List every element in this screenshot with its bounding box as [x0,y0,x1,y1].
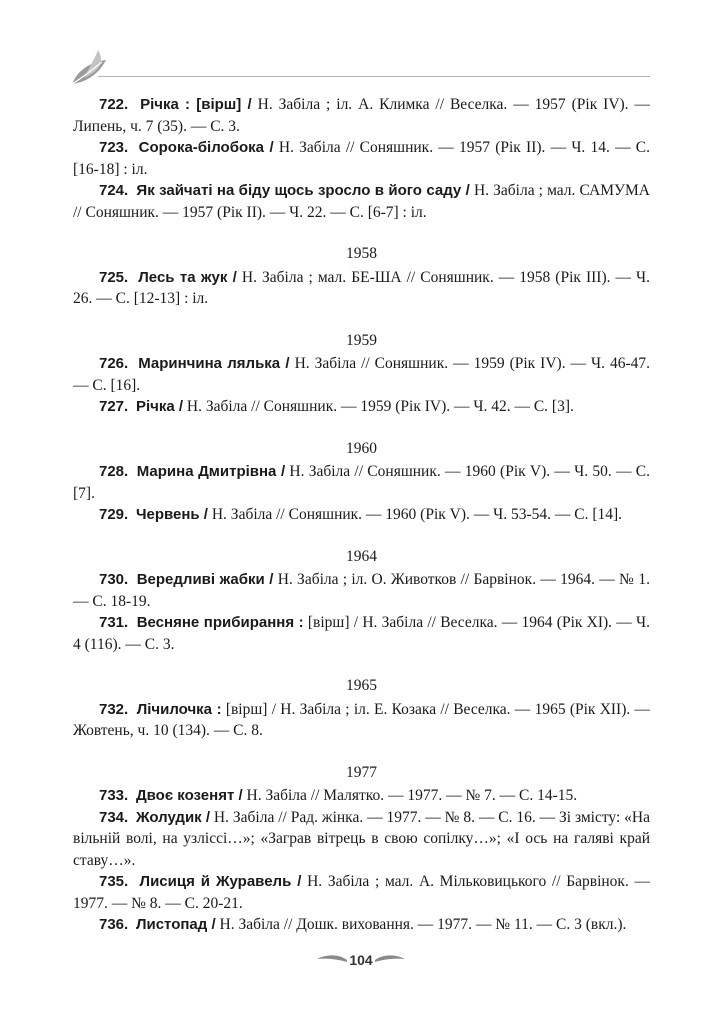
entry-number: 731. [99,614,129,631]
year-heading: 1959 [346,331,377,349]
entry-number: 733. [99,787,129,804]
entry-title: Річка : [вірш] / [140,96,252,113]
entry-number: 722. [99,96,129,113]
entry-details: Н. Забіла // Соняшник. — 1960 (Рік V). — Ч. 53-54. — С. [14]. [207,506,623,523]
entry-number: 726. [99,355,129,372]
entry-number: 736. [99,916,129,933]
year-heading: 1958 [346,245,377,262]
wing-ornament-icon [317,954,347,966]
bibliography-entry [73,267,650,310]
entry-details: Н. Забіла ; іл. О. Животков // Барвінок. — 1964. — № 1. — С. 18-19. [73,571,651,610]
page-number: 104 [349,952,373,968]
entry-title: Лисиця й Журавель / [139,873,302,890]
entry-title: Вередливі жабки / [136,571,274,588]
entry-title: Марина Дмитрівна / [136,463,286,480]
entry-number: 723. [99,139,129,156]
bibliography-entry [73,180,650,223]
bibliography-entry [73,785,650,807]
entry-title: Маринчина лялька / [138,355,290,372]
bibliography-entry [73,396,650,418]
entry-details: Н. Забіла // Малятко. — 1977. — № 7. — С. 14-15. [242,787,578,804]
bibliography-entry [73,353,650,396]
entry-number: 727. [99,398,129,415]
bibliography-entry [73,914,650,936]
entry-details: Н. Забіла ; мал. САМУМА // Соняшник. — 1957 (Рік II). — Ч. 22. — С. [6-7] : іл. [73,182,651,221]
entry-details: Н. Забіла // Соняшник. — 1959 (Рік IV). — Ч. 46-47. — С. [16]. [73,355,651,394]
bibliography-entry [73,137,650,180]
entry-details: Н. Забіла ; мал. БЕ-ША // Соняшник. — 1958 (Рік III). — Ч. 26. — С. [12-13] : іл. [73,268,651,307]
bibliography-entry [73,504,650,526]
year-heading: 1960 [346,439,377,457]
year-heading: 1965 [346,677,377,694]
entry-details: Н. Забіла // Рад. жінка. — 1977. — № 8. — С. 16. — Зі змісту: «На вільній волі, на узліссі…»; «Заграв вітрець в свою сопілку…»; «І ось на галяві край ставу…». [73,808,650,869]
entry-title: Річка / [135,398,184,415]
entry-number: 724. [99,182,129,199]
entry-details: Н. Забіла // Соняшник. — 1960 (Рік V). — Ч. 50. — С. [7]. [73,463,650,502]
year-heading: 1977 [346,763,377,781]
bibliography-entry [73,807,650,872]
entry-details: Н. Забіла ; мал. А. Мільковицького // Барвінок. — 1977. — № 8. — С. 20-21. [73,873,650,912]
entry-title: Сорока-білобока / [138,139,274,156]
bibliography-entry [73,699,650,742]
entry-number: 725. [99,268,129,286]
wing-ornament-icon [375,954,405,966]
entry-number: 734. [99,808,129,826]
entry-title: Червень / [135,506,208,523]
entry-details: Н. Забіла // Дошк. виховання. — 1977. — № 11. — С. 3 (вкл.). [215,916,627,933]
entry-title: Весняне прибирання : [136,614,304,631]
entry-title: Жолудик / [135,808,211,826]
leaf-icon [66,48,126,88]
entry-number: 735. [99,873,129,890]
header-rule [98,76,650,77]
page-footer [0,950,722,970]
entry-title: Двоє козенят / [135,787,243,804]
entry-details: [вірш] / Н. Забіла // Веселка. — 1964 (Рік XI). — Ч. 4 (116). — С. 3. [73,614,650,653]
year-heading: 1964 [346,547,377,565]
entry-details: [вірш] / Н. Забіла ; іл. Е. Козака // Веселка. — 1965 (Рік XII). — Жовтень, ч. 10 (134). — С. 8. [73,700,650,739]
bibliography-entry [73,94,650,137]
entry-title: Як зайчаті на біду щось зросло в його саду / [136,182,470,199]
bibliography-entry [73,461,650,504]
bibliography-entry [73,871,650,914]
entry-number: 729. [99,506,129,523]
entry-title: Лічилочка : [136,700,222,718]
bibliography-list [73,94,650,936]
entry-number: 728. [99,463,129,480]
bibliography-entry [73,612,650,655]
entry-title: Листопад / [135,916,216,933]
entry-number: 730. [99,571,129,588]
entry-details: Н. Забіла ; іл. А. Климка // Веселка. — 1957 (Рік IV). — Липень, ч. 7 (35). — С. 3. [73,96,650,135]
entry-title: Лесь та жук / [138,268,237,286]
entry-details: Н. Забіла // Соняшник. — 1957 (Рік II). — Ч. 14. — С. [16-18] : іл. [73,139,650,178]
entry-number: 732. [99,700,129,718]
entry-details: Н. Забіла // Соняшник. — 1959 (Рік IV). — Ч. 42. — С. [3]. [183,398,574,415]
bibliography-entry [73,569,650,612]
